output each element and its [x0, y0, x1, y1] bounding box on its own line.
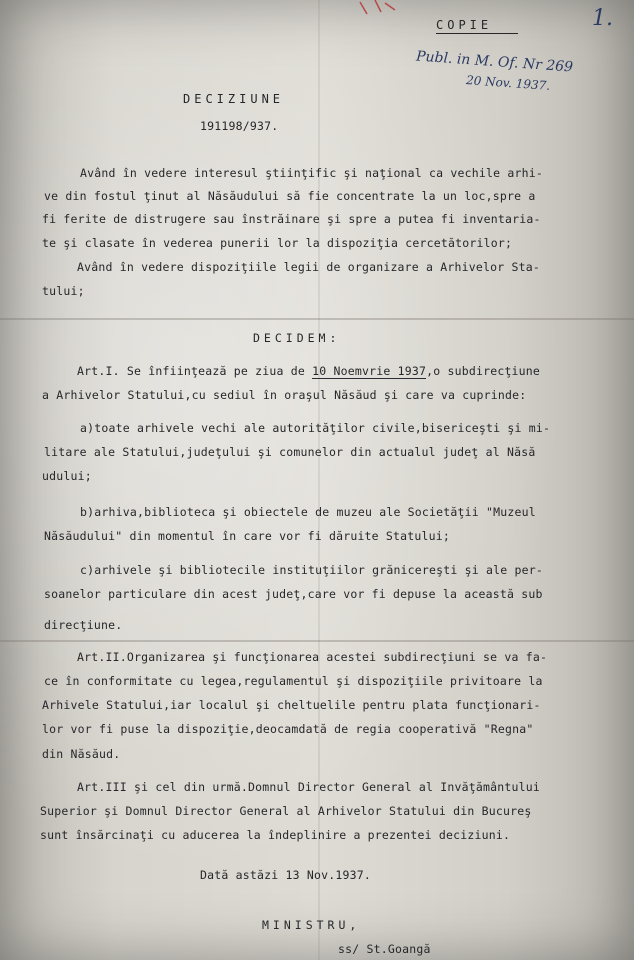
- fold-line: [0, 640, 634, 642]
- art1-a-line: a)toate arhivele vechi ale autorităţilor civile,bisericeşti şi mi-: [80, 421, 551, 435]
- body-line: Având în vedere dispoziţiile legii de organizare a Arhivelor Sta-: [77, 260, 541, 274]
- art2-line: Art.II.Organizarea şi funcţionarea acestei subdirecţiuni se va fa-: [77, 650, 548, 664]
- date-line: Dată astăzi 13 Nov.1937.: [200, 868, 371, 882]
- signature-role: MINISTRU,: [262, 918, 361, 932]
- art3-line: Art.III şi cel din urmă.Domnul Director General al Invăţământului: [77, 780, 541, 794]
- body-line: te şi clasate în vederea punerii lor la dispoziţia cercetătorilor;: [42, 236, 513, 250]
- art1-prefix: Art.I. Se înfiinţează pe ziua de: [77, 364, 305, 378]
- body-line: Având în vedere interesul ştiinţific şi naţional ca vechile arhi-: [80, 166, 544, 180]
- document-heading: DECIZIUNE: [183, 92, 285, 106]
- art1-b-line: Năsăudului" din momentul în care vor fi dăruite Statului;: [44, 529, 451, 543]
- art2-line: ce în conformitate cu legea,regulamentul şi dispoziţiile privitoare la: [44, 674, 543, 688]
- art1-c-line: soanelor particulare din acest judeţ,care vor fi depuse la această sub: [44, 587, 543, 601]
- signature-name: ss/ St.Goangă: [338, 942, 431, 956]
- decidem-heading: DECIDEM:: [253, 331, 341, 345]
- art1-a-line: udului;: [42, 469, 92, 483]
- body-line: ve din fostul ţinut al Năsăudului să fie concentrate la un loc,spre a: [44, 189, 536, 203]
- art1-c-line: direcţiune.: [44, 618, 123, 632]
- publication-note-line1: Publ. in M. Of. Nr 269: [415, 48, 574, 76]
- art3-line: Superior şi Domnul Director General al Arhivelor Statului din Bucureş: [40, 804, 532, 818]
- art1-c-line: c)arhivele şi bibliotecile instituţiilor grănicereşti şi ale per-: [80, 563, 544, 577]
- red-pencil-mark: [355, 0, 415, 20]
- art2-line: lor vor fi puse la dispoziţie,deocamdată de regia cooperativă "Regna": [42, 722, 534, 736]
- art1-date: 10 Noemvrie 1937: [312, 364, 427, 378]
- art2-line: Arhivele Statului,iar localul şi cheltuelile pentru plata funcţionari-: [42, 698, 541, 712]
- art2-line: din Năsăud.: [42, 747, 121, 761]
- art1-b-line: b)arhiva,biblioteca şi obiectele de muzeu ale Societăţii "Muzeul: [80, 505, 536, 519]
- copie-underline: [436, 33, 518, 34]
- art1-suffix: ,o subdirecţiune: [426, 364, 541, 378]
- art1-a-line: litare ale Statului,judeţului şi comunelor din actualul judeţ al Năsă: [44, 445, 536, 459]
- fold-line: [0, 318, 634, 320]
- art1-line2: a Arhivelor Statului,cu sediul în oraşul Năsăud şi care va cuprinde:: [42, 388, 527, 402]
- corner-mark: 1.: [592, 6, 613, 31]
- body-line: fi ferite de distrugere sau înstrăinare şi spre a putea fi inventaria-: [42, 212, 541, 226]
- copie-label: COPIE: [436, 18, 493, 32]
- art3-line: sunt însărcinaţi cu aducerea la îndeplinire a prezentei deciziuni.: [40, 828, 511, 842]
- body-line: tului;: [42, 284, 85, 298]
- publication-note-line2: 20 Nov. 1937.: [465, 73, 551, 93]
- art1-line1: [77, 364, 540, 378]
- document-number: 191198/937.: [200, 119, 279, 133]
